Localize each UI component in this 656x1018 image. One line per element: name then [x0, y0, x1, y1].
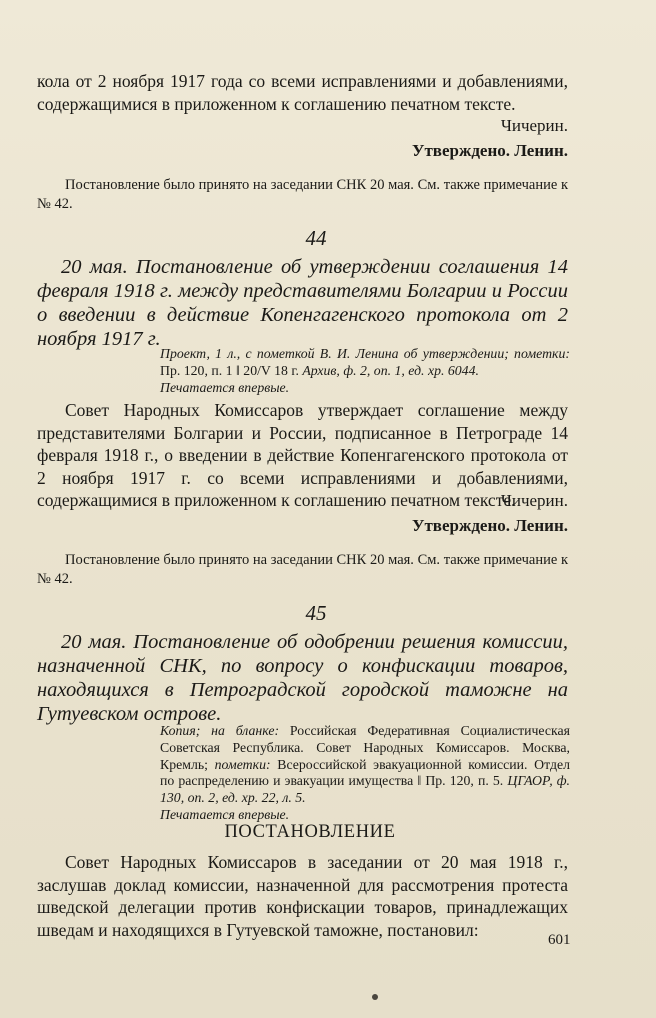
doc45-number: 45 [305, 601, 327, 625]
doc45-body: Совет Народных Комиссаров в заседании от 20 мая 1918 г., заслушав доклад комиссии, назначенной для рассмотрения протеста шведской делегации против конфискации товаров, принадлежащих шведам и находящихся в Гутуевской таможне, постановил: [37, 852, 568, 940]
doc45-source-d: Всероссийской эвакуационной комиссии. Отдел по распределению и эвакуации имущества ‖ Пр. 120, п. 5. [160, 756, 570, 789]
doc44-approved: Утверждено. Ленин. [411, 516, 568, 535]
doc45-source-f: Печатается впервые. [160, 806, 290, 822]
doc45-source-a: Копия; на бланке: [160, 723, 280, 738]
doc44-number: 44 [305, 226, 327, 250]
doc43-approved: Утверждено. Ленин. [411, 141, 568, 160]
doc44-source-line1c: Архив, ф. 2, оп. 1, ед. хр. 6044. [302, 362, 479, 378]
doc45-source-b: Российская Федеративная Социалистическая Советская Республика. Совет Народных Комиссаров. Москва, Кремль; [160, 723, 570, 772]
doc45-source-e: ЦГАОР, ф. 130, оп. 2, ед. хр. 22, л. 5. [160, 773, 571, 806]
doc45-source [160, 723, 570, 824]
page-number: 601 [548, 932, 571, 948]
doc45-title: ПОСТАНОВЛЕНИЕ [224, 822, 396, 842]
doc44-note: Постановление было принято на заседании СНК 20 мая. См. также примечание к № 42. [37, 552, 568, 587]
doc45-source-c: пометки: [214, 756, 271, 772]
doc44-body: Совет Народных Комиссаров утверждает соглашение между представителями Болгарии и России, подписанное в Петрограде 14 февраля 1918 г., о введении в действие Копенгагенского протокола от 2 ноября 1917 г. со всеми исправлениями и добавлениями, содержащимися в приложенном к соглашению печатном тексте. [37, 400, 568, 510]
doc43-tail-text: кола от 2 ноября 1917 года со всеми исправлениями и добавлениями, содержащимися в приложенном к соглашению печатном тексте. [37, 71, 568, 114]
doc44-signature: Чичерин. [500, 491, 568, 510]
bottom-dot-mark [372, 994, 378, 1000]
doc44-source-line2: Печатается впервые. [160, 379, 290, 395]
doc43-note: Постановление было принято на заседании СНК 20 мая. См. также примечание к № 42. [37, 177, 568, 212]
doc44-source [160, 346, 570, 396]
doc44-heading: 20 мая. Постановление об утверждении соглашения 14 февраля 1918 г. между представителями Болгарии и России о введении в действие Копенгагенского протокола от 2 ноября 1917 г. [37, 256, 568, 350]
doc45-heading: 20 мая. Постановление об одобрении решения комиссии, назначенной СНК, по вопросу о конфискации товаров, находящихся в Петроградской городской таможне на Гутуевском острове. [37, 631, 568, 725]
doc44-source-line1: Проект, 1 л., с пометкой В. И. Ленина об утверждении; пометки: [160, 346, 570, 361]
doc43-signature: Чичерин. [500, 116, 568, 135]
doc44-source-line1b: Пр. 120, п. 1 ‖ 20/V 18 г. [160, 362, 299, 378]
